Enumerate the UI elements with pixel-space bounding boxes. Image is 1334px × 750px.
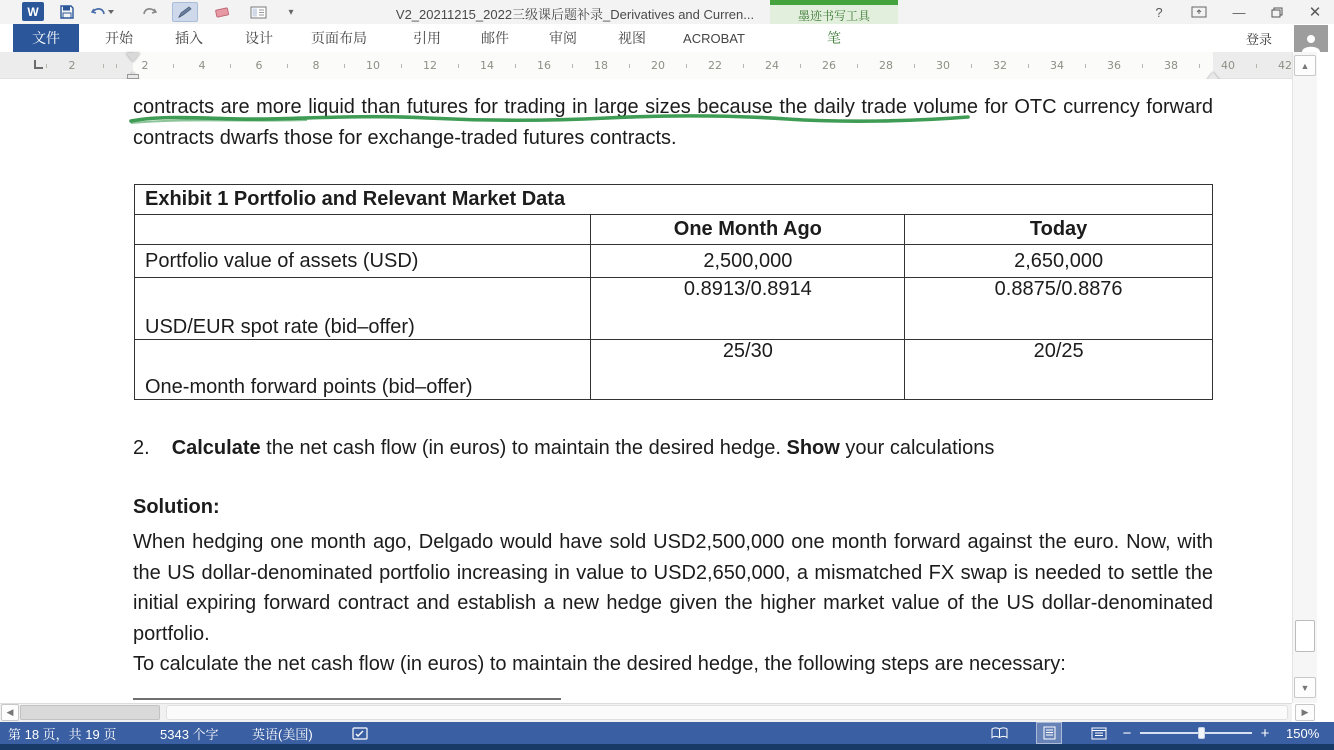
zoom-level[interactable]: 150% (1286, 725, 1320, 741)
ruler-number: 40 (1221, 59, 1235, 72)
table-title-row (135, 185, 1213, 215)
ruler-tick (287, 64, 288, 68)
header-empty-cell (135, 215, 591, 245)
vertical-scrollbar[interactable] (1292, 52, 1317, 703)
ruler-tick (344, 64, 345, 68)
question-text-tail: your calculations (839, 437, 995, 459)
table-row (135, 245, 1213, 278)
scroll-up-button[interactable]: ▲ (1294, 55, 1316, 76)
zoom-slider-thumb[interactable] (1198, 727, 1205, 739)
ruler-number: 16 (537, 59, 551, 72)
ruler-tick (116, 64, 117, 68)
status-bar (0, 722, 1334, 744)
header-one-month-ago: One Month Ago (591, 215, 905, 245)
ruler-margin-number: 2 (68, 59, 76, 72)
row-label: USD/EUR spot rate (bid–offer) (135, 278, 591, 340)
ruler-tick (173, 64, 174, 68)
tab-page-layout[interactable]: 页面布局 (311, 30, 367, 46)
proofing-status-icon[interactable] (352, 722, 368, 744)
ruler-number: 26 (822, 59, 836, 72)
print-layout-view-button[interactable] (1036, 722, 1062, 744)
document-page[interactable] (0, 79, 1292, 703)
title-bar (0, 0, 1334, 24)
question-2 (133, 433, 1213, 464)
tab-acrobat[interactable]: ACROBAT (683, 30, 745, 46)
steps-paragraph: To calculate the net cash flow (in euros) to maintain the desired hedge, the following steps are necessary: (133, 653, 1066, 675)
table-row (135, 278, 1213, 340)
document-title: V2_20211215_2022三级课后题补录_Derivatives and Curren... (395, 7, 755, 22)
tab-stop-selector-icon[interactable] (34, 60, 43, 69)
ruler-number: 20 (651, 59, 665, 72)
ruler-tick (103, 64, 104, 68)
tab-view[interactable]: 视图 (618, 30, 646, 46)
help-button[interactable]: ? (1155, 4, 1163, 20)
exhibit-1-table (134, 184, 1213, 400)
scroll-down-button[interactable]: ▼ (1294, 677, 1316, 698)
web-layout-view-button[interactable] (1086, 722, 1112, 744)
ruler-tick (857, 64, 858, 68)
minimize-button[interactable]: — (1232, 4, 1246, 20)
ruler-number: 22 (708, 59, 722, 72)
row-value: 0.8875/0.8876 (905, 278, 1213, 340)
redo-button[interactable] (138, 2, 160, 22)
ruler-tick (1085, 64, 1086, 68)
ruler-number: 6 (255, 59, 263, 72)
row-value: 2,650,000 (905, 245, 1213, 278)
ruler-tick (1142, 64, 1143, 68)
tab-review[interactable]: 审阅 (549, 30, 577, 46)
ruler-tick (515, 64, 516, 68)
read-mode-view-button[interactable] (986, 722, 1012, 744)
ruler-tick (800, 64, 801, 68)
scroll-right-button[interactable]: ▶ (1295, 704, 1315, 721)
ruler-number: 12 (423, 59, 437, 72)
row-value: 0.8913/0.8914 (591, 278, 905, 340)
ruler-number: 14 (480, 59, 494, 72)
solution-paragraph: When hedging one month ago, Delgado would have sold USD2,500,000 one month forward against the euro. Now, with the US dollar-denominated portfolio increasing in value to USD2,650,000, a mismatched FX swap is needed to settle the initial expiring forward contract and establish a new hedge given the higher market value of the US dollar-denominated portfolio. (133, 531, 1213, 645)
tab-mailings[interactable]: 邮件 (481, 30, 509, 46)
tab-pen-contextual[interactable]: 笔 (827, 30, 841, 46)
table-header-row (135, 215, 1213, 245)
green-ink-underline (127, 111, 972, 127)
ribbon-tab-row (0, 24, 1334, 52)
restore-button[interactable] (1264, 2, 1290, 22)
row-label: Portfolio value of assets (USD) (135, 245, 591, 278)
ruler-number: 18 (594, 59, 608, 72)
tab-file[interactable]: 文件 (13, 24, 79, 52)
horizontal-ruler[interactable] (0, 52, 1292, 79)
ruler-number: 36 (1107, 59, 1121, 72)
page-indicator[interactable]: 第 18 页，共 19 页 (8, 726, 117, 742)
ruler-number: 24 (765, 59, 779, 72)
sign-in-link[interactable]: 登录 (1246, 31, 1273, 47)
paragraph-otc-contracts: contracts are more liquid than futures for trading in large sizes because the daily trade volume for OTC currency forward contracts dwarfs those for exchange-traded futures contracts. (133, 96, 1213, 149)
ruler-tick (230, 64, 231, 68)
zoom-in-button[interactable]: + (1260, 724, 1270, 742)
ruler-number: 42 (1278, 59, 1292, 72)
row-value: 25/30 (591, 340, 905, 400)
undo-button[interactable] (88, 2, 118, 22)
ruler-tick (686, 64, 687, 68)
partial-next-table-border (133, 698, 561, 700)
ruler-tick (971, 64, 972, 68)
ruler-number: 32 (993, 59, 1007, 72)
question-text: the net cash flow (in euros) to maintain the desired hedge. (260, 437, 787, 459)
row-value: 2,500,000 (591, 245, 905, 278)
status-bar-bottom-strip (0, 744, 1334, 750)
ruler-tick (914, 64, 915, 68)
zoom-out-button[interactable]: − (1122, 724, 1132, 742)
question-bold-calculate: Calculate (171, 437, 261, 459)
ruler-number: 28 (879, 59, 893, 72)
ruler-number: 38 (1164, 59, 1178, 72)
ruler-tick (401, 64, 402, 68)
ruler-tick (458, 64, 459, 68)
ruler-number: 30 (936, 59, 950, 72)
reading-layout-icon[interactable] (246, 2, 270, 22)
ruler-tick (629, 64, 630, 68)
ruler-tick (743, 64, 744, 68)
tab-references[interactable]: 引用 (413, 30, 441, 46)
word-count[interactable]: 5343 个字 (160, 726, 219, 742)
ruler-tick (1028, 64, 1029, 68)
ruler-number: 8 (312, 59, 320, 72)
horizontal-scrollbar-track[interactable] (166, 705, 1288, 720)
ruler-number: 2 (141, 59, 149, 72)
header-today: Today (905, 215, 1213, 245)
eraser-tool-icon[interactable] (210, 2, 234, 22)
ruler-number: 4 (198, 59, 206, 72)
horizontal-scrollbar-thumb[interactable] (20, 705, 160, 720)
avatar-icon[interactable] (1294, 25, 1328, 52)
language-indicator[interactable]: 英语(美国) (252, 726, 313, 742)
row-label: One-month forward points (bid–offer) (135, 340, 591, 400)
close-button[interactable]: ✕ (1308, 4, 1322, 21)
save-icon[interactable] (56, 2, 78, 22)
ruler-number: 34 (1050, 59, 1064, 72)
tab-home[interactable]: 开始 (105, 30, 133, 46)
table-title: Exhibit 1 Portfolio and Relevant Market Data (135, 185, 1213, 215)
ink-tools-group-label: 墨迹书写工具 (797, 9, 870, 23)
ruler-tick (1199, 64, 1200, 68)
question-bold-show: Show (786, 437, 840, 459)
customize-qat-chevron-icon[interactable]: ▾ (288, 6, 294, 18)
tab-insert[interactable]: 插入 (175, 30, 203, 46)
ruler-tick (572, 64, 573, 68)
table-row (135, 340, 1213, 400)
row-value: 20/25 (905, 340, 1213, 400)
solution-heading: Solution: (133, 496, 220, 518)
vertical-scrollbar-thumb[interactable] (1295, 620, 1315, 652)
ruler-tick (46, 64, 47, 68)
zoom-slider-track[interactable] (1140, 732, 1252, 734)
word-logo-icon[interactable]: W (22, 2, 44, 21)
ribbon-display-options-button[interactable] (1186, 2, 1212, 22)
ruler-number: 10 (366, 59, 380, 72)
question-number: 2. (133, 437, 150, 459)
tab-design[interactable]: 设计 (245, 30, 273, 46)
scroll-left-button[interactable]: ◀ (1, 704, 19, 721)
ruler-tick (1256, 64, 1257, 68)
ink-pen-tool-icon[interactable] (172, 2, 198, 22)
